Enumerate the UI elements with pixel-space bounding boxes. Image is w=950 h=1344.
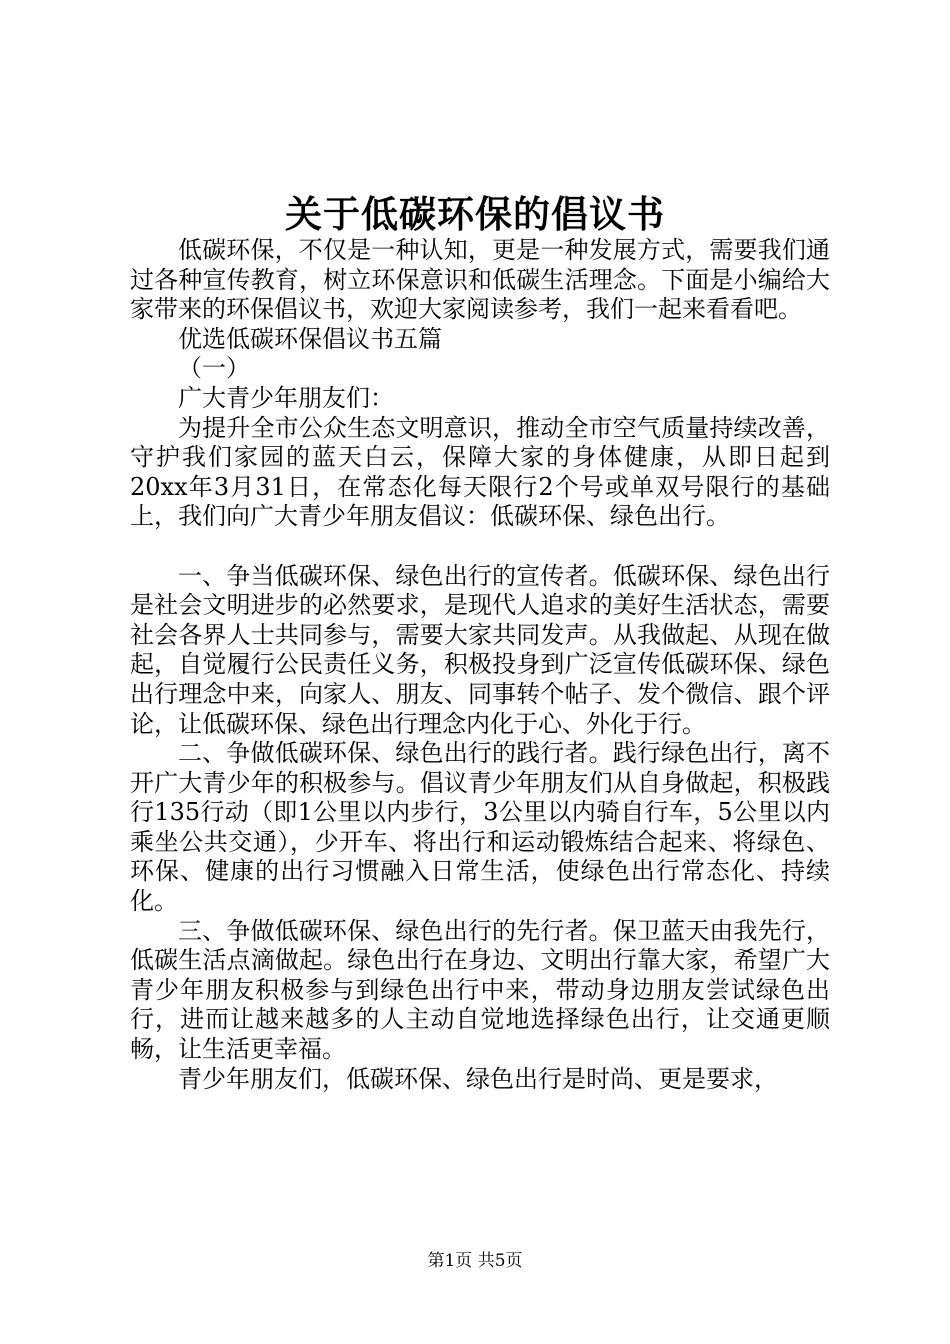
intro-paragraph: 低碳环保，不仅是一种认知，更是一种发展方式，需要我们通过各种宣传教育，树立环保意识和低碳生活理念。下面是小编给大家带来的环保倡议书，欢迎大家阅读参考，我们一起来看看吧。 — [130, 236, 830, 324]
body-paragraph: 三、争做低碳环保、绿色出行的先行者。保卫蓝天由我先行，低碳生活点滴做起。绿色出行在身边、文明出行靠大家，希望广大青少年朋友积极参与到绿色出行中来，带动身边朋友尝试绿色出行，进而让越来越多的人主动自觉地选择绿色出行，让交通更顺畅，让生活更幸福。 — [130, 916, 830, 1064]
page-number-footer: 第1页 共5页 — [427, 1251, 523, 1271]
document-body — [130, 236, 830, 1094]
body-paragraph: 青少年朋友们，低碳环保、绿色出行是时尚、更是要求， — [178, 1064, 778, 1093]
section-number: （一） — [178, 354, 250, 383]
section-heading: 优选低碳环保倡议书五篇 — [178, 324, 442, 353]
body-paragraph: 为提升全市公众生态文明意识，推动全市空气质量持续改善，守护我们家园的蓝天白云，保障大家的身体健康，从即日起到20xx年3月31日，在常态化每天限行2个号或单双号限行的基础上，我们向广大青少年朋友倡议：低碳环保、绿色出行。 — [130, 413, 830, 531]
salutation: 广大青少年朋友们： — [178, 383, 394, 412]
paragraph-gap — [130, 532, 830, 562]
body-paragraph: 二、争做低碳环保、绿色出行的践行者。践行绿色出行，离不开广大青少年的积极参与。倡议青少年朋友们从自身做起，积极践行135行动（即1公里以内步行，3公里以内骑自行车，5公里以内乘坐公共交通），少开车、将出行和运动锻炼结合起来、将绿色、环保、健康的出行习惯融入日常生活，使绿色出行常态化、持续化。 — [130, 739, 830, 916]
document-title: 关于低碳环保的倡议书 — [285, 192, 665, 236]
body-paragraph: 一、争当低碳环保、绿色出行的宣传者。低碳环保、绿色出行是社会文明进步的必然要求，是现代人追求的美好生活状态，需要社会各界人士共同参与，需要大家共同发声。从我做起、从现在做起，自觉履行公民责任义务，积极投身到广泛宣传低碳环保、绿色出行理念中来，向家人、朋友、同事转个帖子、发个微信、跟个评论，让低碳环保、绿色出行理念内化于心、外化于行。 — [130, 561, 830, 738]
